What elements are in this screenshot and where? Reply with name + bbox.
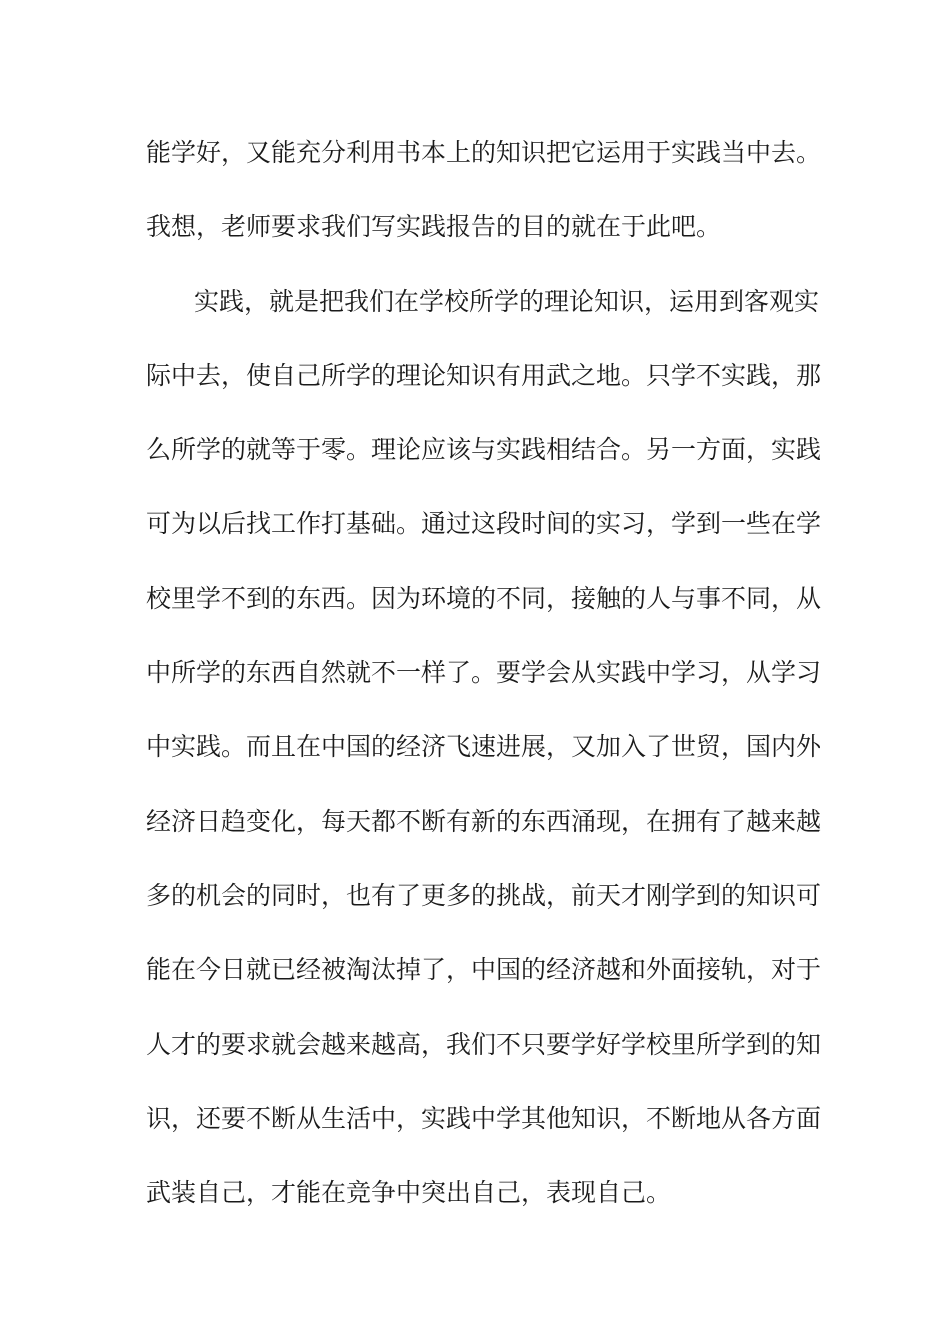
paragraph-first-line: 实践，就是把我们在学校所学的理论知识，运用到客观实	[194, 286, 820, 316]
text-line: 能学好，又能充分利用书本上的知识把它运用于实践当中去。	[146, 138, 822, 167]
text-line: 可为以后找工作打基础。通过这段时间的实习，学到一些在学	[146, 509, 822, 539]
text-line: 中所学的东西自然就不一样了。要学会从实践中学习，从学习	[146, 658, 822, 688]
text-line: 武装自己，才能在竞争中突出自己，表现自己。	[146, 1178, 672, 1208]
text-line: 么所学的就等于零。理论应该与实践相结合。另一方面，实践	[146, 435, 822, 465]
text-line: 经济日趋变化，每天都不断有新的东西涌现，在拥有了越来越	[146, 806, 822, 836]
text-line: 中实践。而且在中国的经济飞速进展，又加入了世贸，国内外	[146, 732, 822, 762]
text-line: 多的机会的同时，也有了更多的挑战，前天才刚学到的知识可	[146, 880, 822, 910]
text-line: 人才的要求就会越来越高，我们不只要学好学校里所学到的知	[146, 1029, 822, 1059]
body-text	[146, 130, 822, 1244]
text-line: 校里学不到的东西。因为环境的不同，接触的人与事不同，从	[146, 583, 822, 613]
text-line: 际中去，使自己所学的理论知识有用武之地。只学不实践，那	[146, 360, 822, 390]
text-line: 能在今日就已经被淘汰掉了，中国的经济越和外面接轨，对于	[146, 955, 822, 985]
text-line: 我想，老师要求我们写实践报告的目的就在于此吧。	[146, 212, 722, 242]
text-line: 识，还要不断从生活中，实践中学其他知识，不断地从各方面	[146, 1103, 822, 1133]
